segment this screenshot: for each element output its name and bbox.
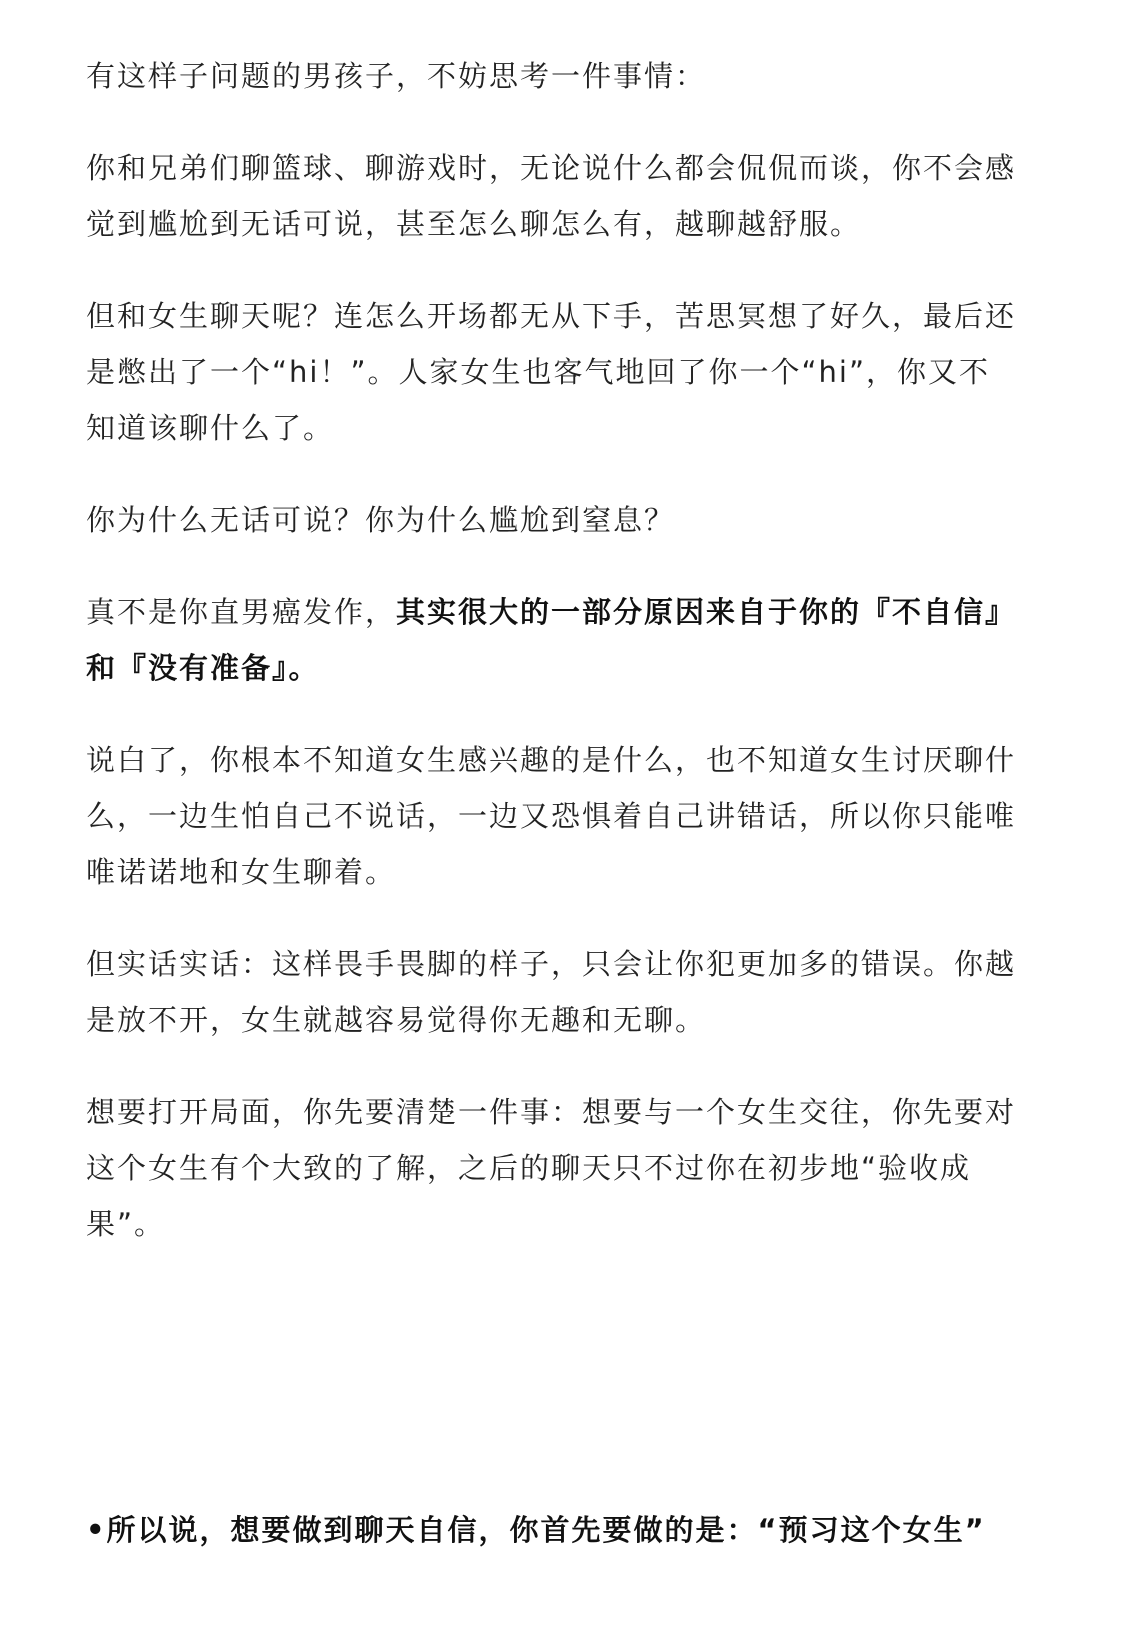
paragraph-7: 但实话实话：这样畏手畏脚的样子，只会让你犯更加多的错误。你越是放不开，女生就越容易觉得你无趣和无聊。 bbox=[86, 947, 1017, 1037]
article-body bbox=[86, 48, 1016, 1558]
paragraph-5 bbox=[86, 584, 1016, 696]
bullet-heading: •所以说，想要做到聊天自信，你首先要做的是：“预习这个女生” bbox=[86, 1513, 986, 1547]
paragraph-8: 想要打开局面，你先要清楚一件事：想要与一个女生交往，你先要对这个女生有个大致的了解，之后的聊天只不过你在初步地“验收成果”。 bbox=[86, 1095, 1017, 1241]
paragraph-6: 说白了，你根本不知道女生感兴趣的是什么，也不知道女生讨厌聊什么，一边生怕自己不说话，一边又恐惧着自己讲错话，所以你只能唯唯诺诺地和女生聊着。 bbox=[86, 743, 1017, 889]
paragraph-5-normal: 真不是你直男癌发作， bbox=[86, 595, 397, 629]
paragraph-4: 你为什么无话可说？你为什么尴尬到窒息？ bbox=[86, 503, 676, 537]
paragraph-3: 但和女生聊天呢？连怎么开场都无从下手，苦思冥想了好久，最后还是憋出了一个“hi！”。人家女生也客气地回了你一个“hi”，你又不知道该聊什么了。 bbox=[86, 299, 1017, 445]
section-spacer bbox=[86, 1288, 1016, 1502]
paragraph-5-bold: 其实很大的一部分原因来自于你的『不自信』和『没有准备』。 bbox=[86, 595, 1002, 685]
paragraph-2: 你和兄弟们聊篮球、聊游戏时，无论说什么都会侃侃而谈，你不会感觉到尴尬到无话可说，甚至怎么聊怎么有，越聊越舒服。 bbox=[86, 151, 1017, 241]
paragraph-1: 有这样子问题的男孩子，不妨思考一件事情： bbox=[86, 59, 707, 93]
